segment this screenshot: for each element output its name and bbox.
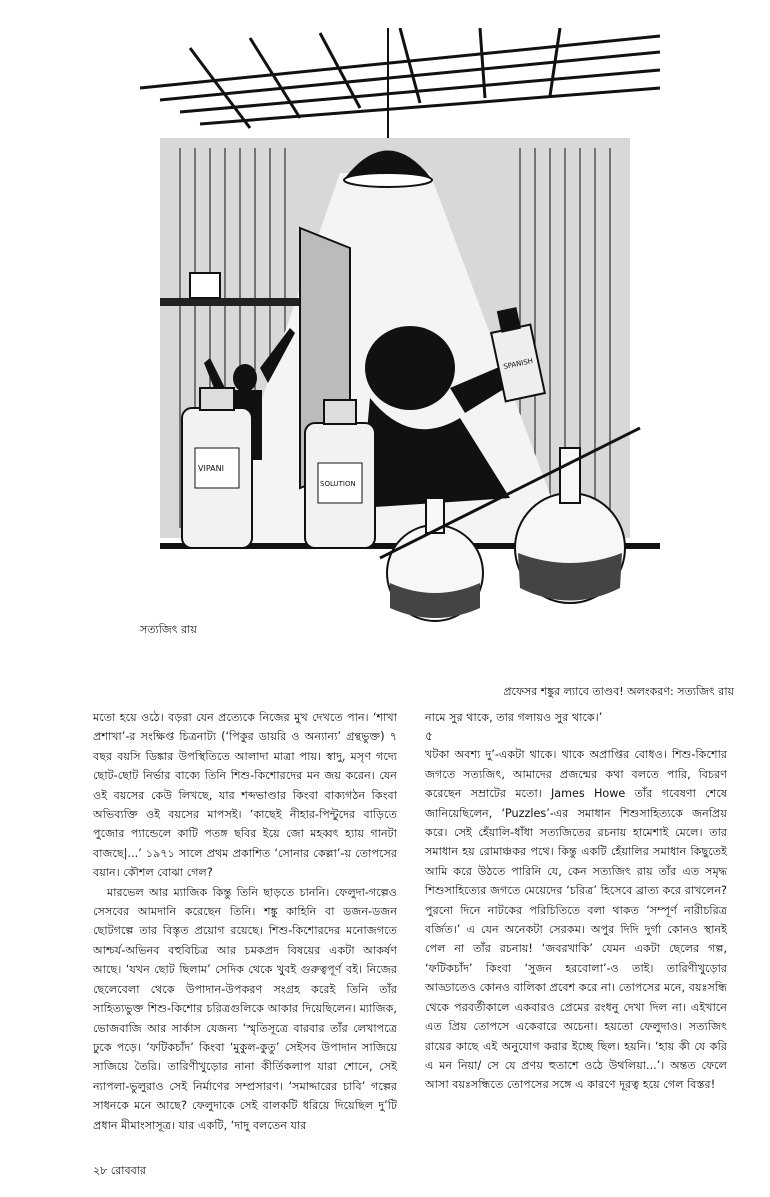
illustration-caption: প্রফেসর শঙ্কুর ল্যাবে তাণ্ডব! অলংকরণ: সত্যজিৎ রায় <box>503 685 734 698</box>
artist-signature: সত্যজিৎ রায় <box>140 623 197 636</box>
bottle-label-solution: SOLUTION <box>320 480 356 488</box>
section-number: ৫ <box>425 729 433 744</box>
left-paragraph-1: মতো হয়ে ওঠে। বড়রা যেন প্রত্যেকে নিজের মুখ দেখতে পান। ‘শাখা প্রশাখা’-র সংক্ষিপ্ত চিত্রনাট্য (‘পিকুর ডায়রি ও অন্যান্য’ গ্রন্থভুক্ত) ৭ বছর বয়সি ডিঙ্কার উপস্থিতিতে আলাদা মাত্রা পায়। স্বাদু, মসৃণ গদ্যে ছোট-ছোট নির্ভার বাক্যে তিনি শিশু-কিশোরদের মন জয় করেন। যেন ওই বয়সের কেউ লিখছে, যার শব্দভাণ্ডার কিংবা বাক্যগঠন কিংবা অভিব্যক্তি ওই বয়সের মাপসই। ‘কাছেই নীহার-পিন্টুদের বাড়িতে পুজোর প্যান্ডেলে কাটি পতঙ্গ ছবির ইয়ে জো মহব্বৎ হ্যায় গানটা বাজছে|...’ ১৯৭১ সালে প্রথম প্রকাশিত ‘সোনার কেল্লা’-য় তোপসের বয়ান। কৌশল বোঝা গেল? <box>93 711 397 880</box>
lab-illustration <box>100 28 680 653</box>
right-paragraph: খটকা অবশ্য দু’-একটা থাকে। থাকে অপ্রাপ্তির বোধও। শিশু-কিশোর জগতে সত্যজিৎ, আমাদের প্রজন্মের কথা বলতে পারি, বিচরণ করেছেন সম্রাটের মতো। James Howe তাঁর গবেষণা শেষে জানিয়েছিলেন, ‘Puzzles’-এর সমাধান শিশুসাহিত্যকে জনপ্রিয় করে। সেই হেঁয়ালি-ধাঁধা সত্যজিতের রচনায় হামেশাই মেলে। তার সমাধান হয় রোমাঞ্চকর পথে। কিন্তু একটি হেঁয়ালির সমাধান কিছুতেই আমি করে উঠতে পারিনি যে, কেন সত্যজিৎ রায় তাঁর এত সমৃদ্ধ শিশুসাহিত্যের জগতে মেয়েদের ‘চরিত্র’ হিসেবে ব্রাত্য করে রাখলেন? পুরনো দিনে নাটকের পরিচিতিতে বলা থাকত ‘সম্পূর্ণ নারীচরিত্র বর্জিত।’ এ যেন অনেকটা সেরকম। অপুর দিদি দুর্গা কোনও স্থানই পেল না তাঁর রচনায়! ‘জবরখাকি’ যেমন একটা ছেলের গল্প, ‘ফটিকচাঁদ’ কিংবা ‘সুজন হরবোলা’-ও তাই। তারিণীখুড়োর আড্ডাতেও কোনও বালিকা প্রবেশ করে না। তোপসের মনে, বয়ঃসন্ধি থেকে পরবর্তীকালে একবারও প্রেমের রংধনু দেখা দিল না। এইখানে এত প্রিয় তোপসে একেবারে অচেনা। হয়তো ফেলুদাও। সত্যজিৎ রায়ের কাছে এই অনুযোগ করার ইচ্ছে ছিল। হয়নি। ‘হায় কী যে করি এ মন নিয়া/ সে যে প্রণয় হুতাশে ওঠে উথলিয়া...’। অন্তত ফেলে আসা বয়ঃসন্ধিতে তোপসের সঙ্গে এ কারণে দূরত্ব হয়ে গেল বিস্তর! <box>425 748 727 1092</box>
article-left-column <box>93 708 397 1135</box>
page-footer: ২৮ রোববার <box>93 1164 146 1177</box>
right-opening-line: নামে সুর থাকে, তার গলায়ও সুর থাকে।’ <box>425 711 603 724</box>
illustration-drawing <box>100 28 680 653</box>
bottle-label-spanish: SPANISH <box>502 356 534 372</box>
bottle-label-vipani: VIPANI <box>198 464 224 473</box>
article-right-column <box>425 708 727 1095</box>
left-paragraph-2: মারভেল আর ম্যাজিক কিন্তু তিনি ছাড়তে চাননি। ফেলুদা-গল্পেও সেসবের আমদানি করেছেন তিনি। শঙ্কু কাহিনি বা ডজন-ডজন ছোটগল্পে তার বিস্তৃত প্রয়োগ রয়েছে। শিশু-কিশোরদের মনোজগতে আশ্চর্য-অভিনব বহুবিচিত্র আর চমকপ্রদ বিষয়ের একটা আকর্ষণ আছে। ‘যখন ছোট ছিলাম’ সেদিক থেকে খুবই গুরুত্বপূর্ণ বই। নিজের ছেলেবেলা থেকে উপাদান-উপকরণ সংগ্রহ করেই তিনি তাঁর সাহিত্যভুক্ত শিশু-কিশোর চরিত্রগুলিকে আকার দিয়েছিলেন। ম্যাজিক, ভোজবাজি আর সার্কাস যেজন্য ‘স্মৃতিসূত্রে বারবার তাঁর লেখাপত্রে ঢুকে পড়ে। ‘ফটিকচাঁদ’ কিংবা ‘মুকুল-কুতু’ সেইসব উপাদান সাজিয়ে সাজিয়ে তৈরি। তারিণীখুড়োর নানা কীর্তিকলাপ যারা শোনে, সেই ন্যাপলা-ভুলুরাও সেই নির্মাণের সম্প্রসারণ। ‘সমাদ্দারের চাবি’ গল্পের সাধনকে মনে আছে? ফেলুদাকে সেই বালকটি ধরিয়ে দিয়েছিল দু’টি প্রধান মীমাংসাসূত্র। যার একটি, ‘দাদু বলতেন যার <box>93 885 397 1132</box>
